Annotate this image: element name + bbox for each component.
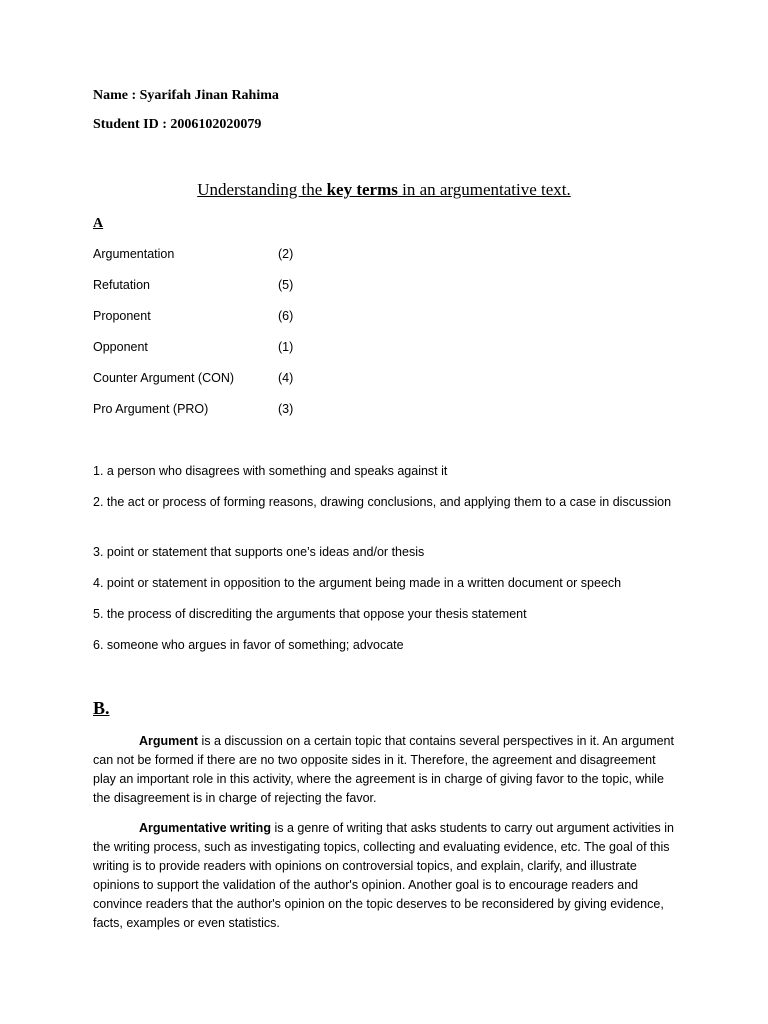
section-b-heading: B. — [93, 698, 110, 718]
student-name: Name : Syarifah Jinan Rahima — [93, 88, 279, 103]
term-label: Pro Argument (PRO) — [93, 402, 209, 416]
definition-item: 1. a person who disagrees with something and speaks against it — [93, 464, 448, 478]
term-label: Argumentation — [93, 247, 175, 261]
definition-item: 5. the process of discrediting the arguments that oppose your thesis statement — [93, 607, 527, 621]
paragraph-bold-term: Argumentative writing — [139, 821, 271, 835]
definition-item: 3. point or statement that supports one’s ideas and/or thesis — [93, 545, 425, 559]
term-label: Counter Argument (CON) — [93, 371, 235, 385]
term-number: (4) — [278, 371, 294, 385]
definition-item: 2. the act or process of forming reasons, drawing conclusions, and applying them to a case in discussion — [93, 495, 672, 509]
term-number: (5) — [278, 278, 294, 292]
term-number: (1) — [278, 340, 294, 354]
term-label: Proponent — [93, 309, 151, 323]
term-label: Refutation — [93, 278, 150, 292]
paragraph-text: is a discussion on a certain topic that contains several perspectives in it. An argument can not be formed if there are no two opposite sides in it. Therefore, the agreement and disagreement play an important role in this activity, where the agreement is in charge of giving favor to the topic, while the disagreement is in charge of rejecting the favor. — [93, 734, 674, 805]
paragraph-argumentative-writing — [93, 819, 678, 933]
title-prefix: Understanding the — [197, 180, 327, 199]
title-suffix: in an argumentative text. — [397, 180, 571, 199]
paragraph-bold-term: Argument — [139, 734, 199, 748]
definition-item: 4. point or statement in opposition to the argument being made in a written document or speech — [93, 576, 622, 590]
title-key-terms: key terms — [326, 180, 398, 199]
student-id: Student ID : 2006102020079 — [93, 117, 262, 132]
paragraph-argument — [93, 732, 678, 808]
definition-item: 6. someone who argues in favor of something; advocate — [93, 638, 404, 652]
term-label: Opponent — [93, 340, 148, 354]
document-title — [0, 180, 768, 200]
term-number: (6) — [278, 309, 294, 323]
paragraph-text: is a genre of writing that asks students to carry out argument activities in the writing process, such as investigating topics, collecting and evaluating evidence, etc. The goal of this writing is to provide readers with opinions on controversial topics, and explain, clarify, and illustrate opinions to support the validation of the author's opinion. Another goal is to encourage readers and convince readers that the author's opinion on the topic deserves to be reconsidered by giving evidence, facts, examples or even statistics. — [93, 821, 674, 930]
section-a-heading: A — [93, 216, 104, 231]
term-number: (2) — [278, 247, 294, 261]
term-number: (3) — [278, 402, 294, 416]
